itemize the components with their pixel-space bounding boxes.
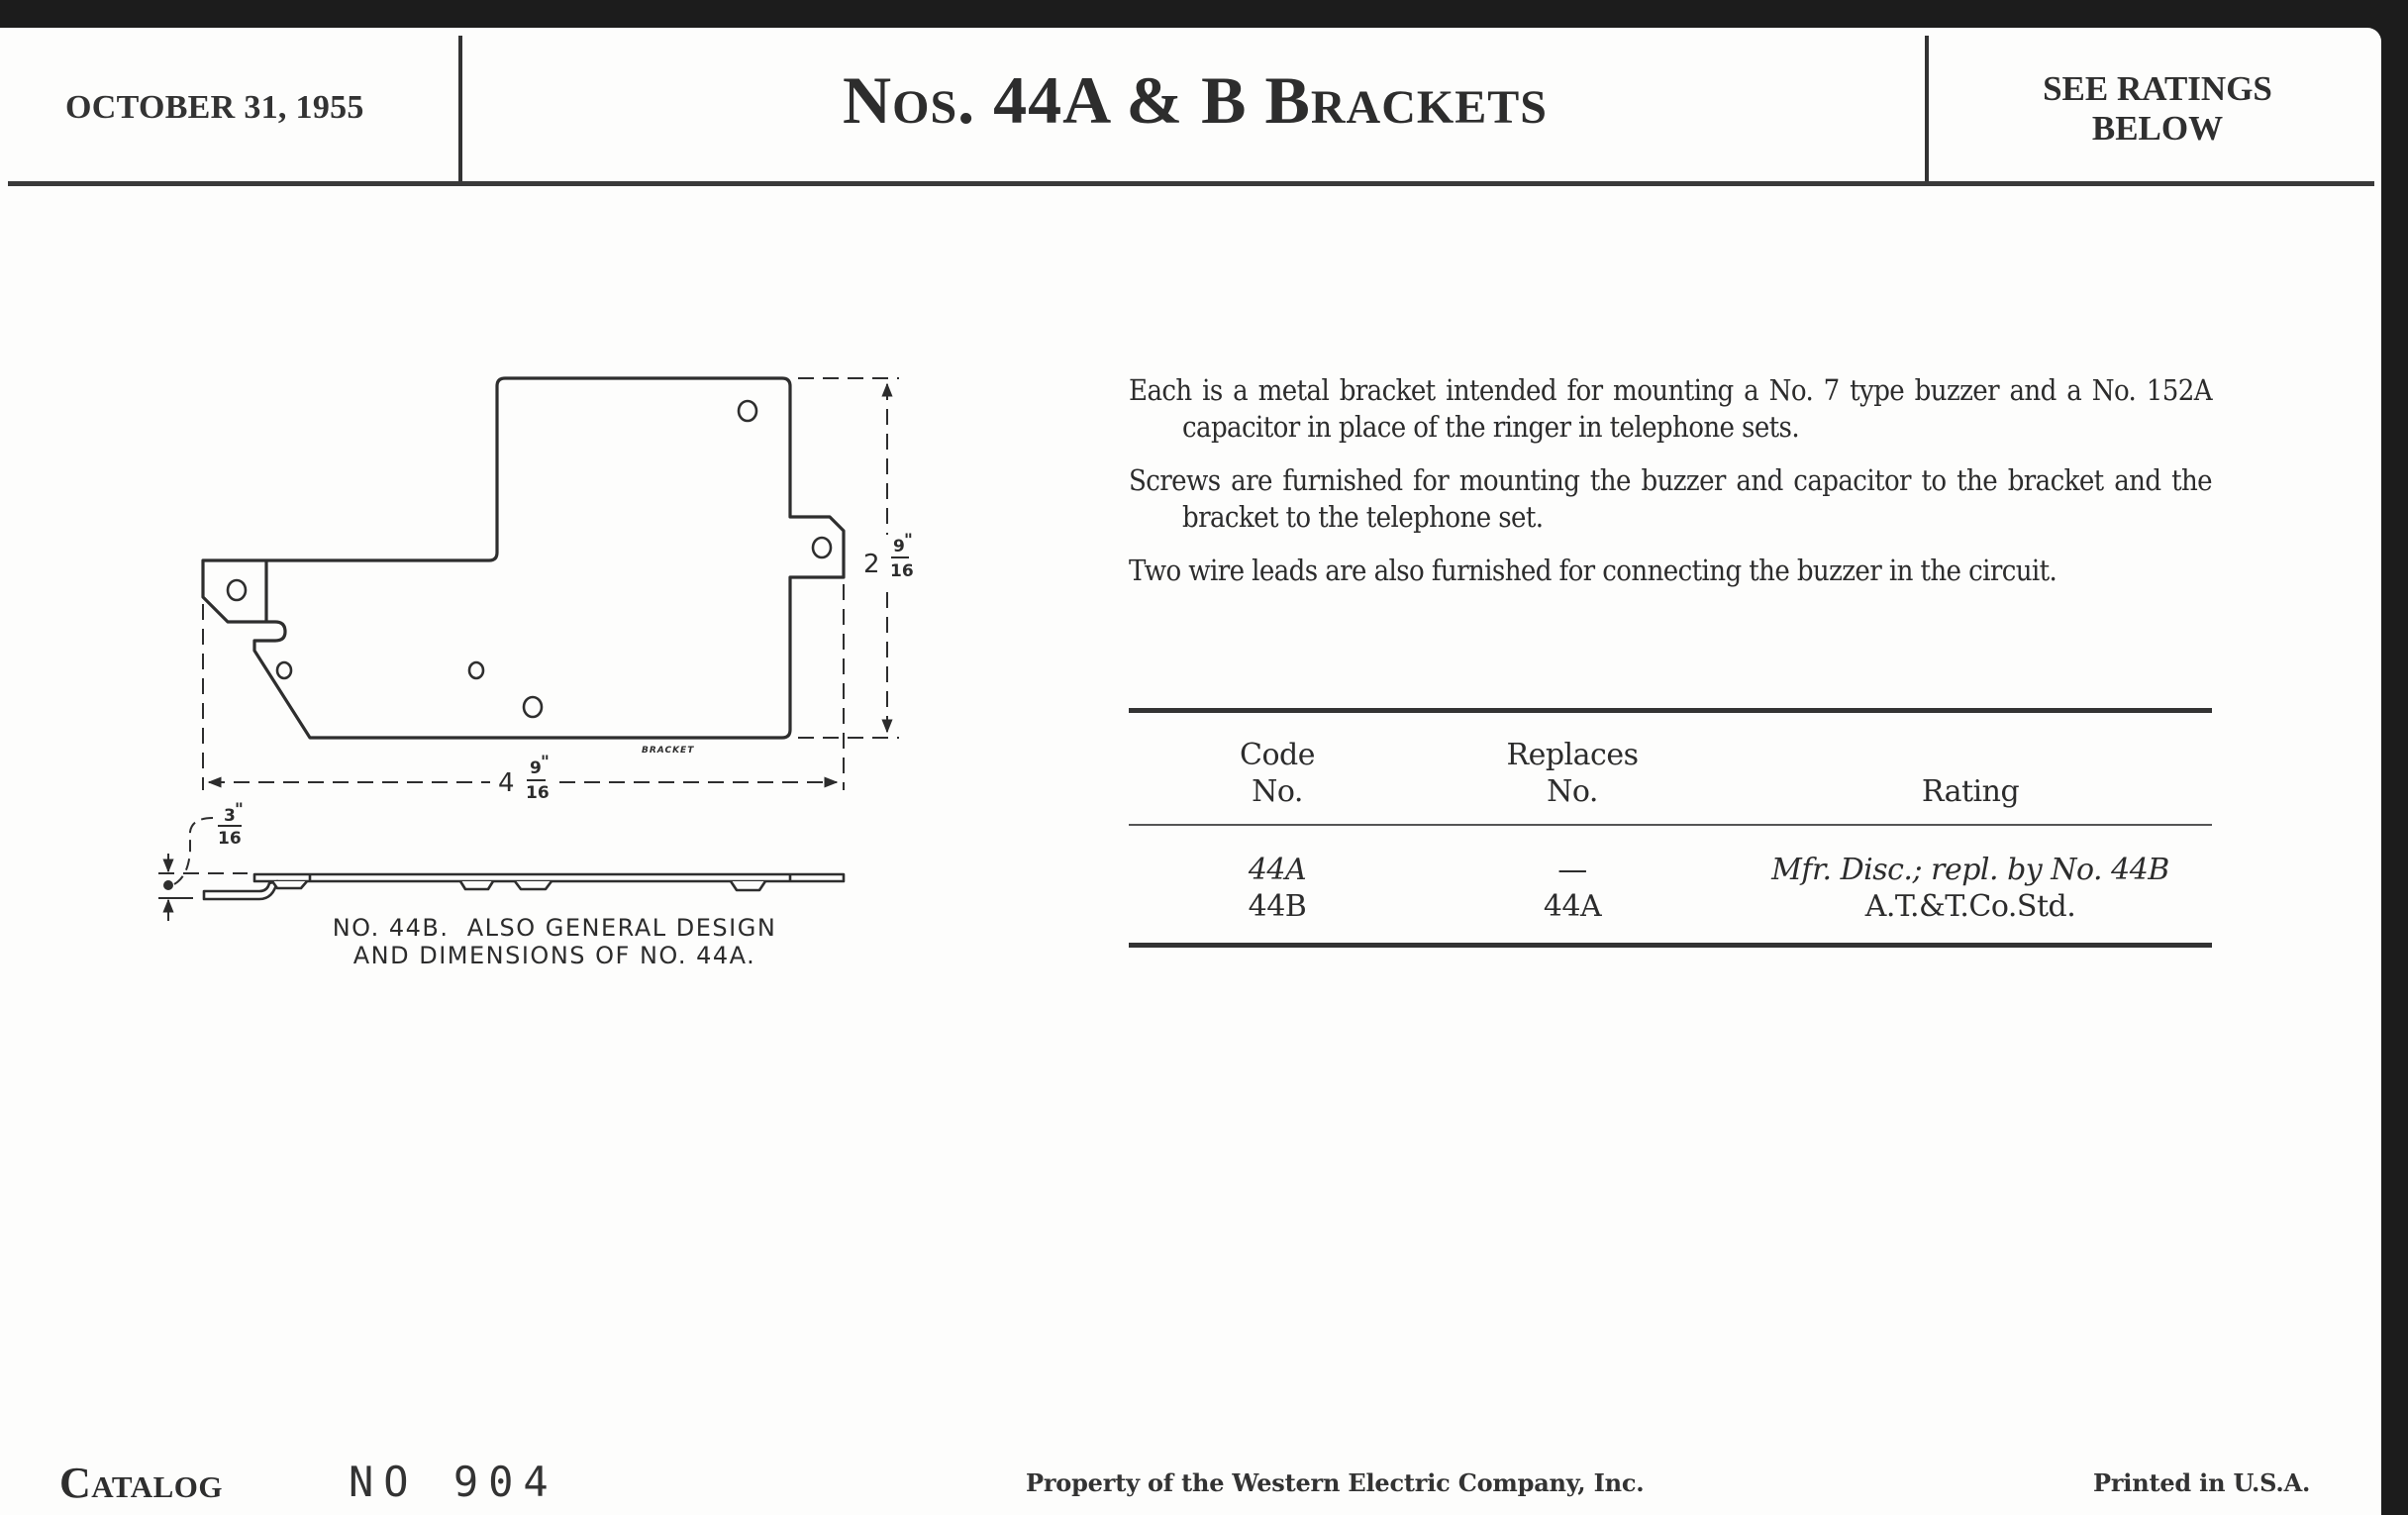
mounting-hole <box>813 538 831 557</box>
side-view <box>204 874 844 899</box>
row-code: 44B <box>1248 889 1307 924</box>
bracket-outline <box>203 378 844 738</box>
caption-line1: NO. 44B. ALSO GENERAL DESIGN <box>332 914 777 942</box>
offset-dim-unit: " <box>235 800 244 820</box>
mounting-hole <box>228 580 246 600</box>
header-code-line1: Code <box>1240 738 1315 772</box>
width-dim-unit: " <box>541 753 550 772</box>
mounting-hole <box>277 662 291 678</box>
description-paragraph: Two wire leads are also furnished for connecting the buzzer in the circuit. <box>1129 554 2057 587</box>
mounting-hole <box>469 662 483 678</box>
caption-line2: AND DIMENSIONS OF NO. 44A. <box>352 942 756 969</box>
row-rating: Mfr. Disc.; repl. by No. 44B <box>1771 853 2169 887</box>
width-dimension-label <box>498 753 550 803</box>
row-code: 44A <box>1248 853 1307 887</box>
width-dim-den: 16 <box>526 783 550 803</box>
side-view-dimple <box>731 881 765 890</box>
height-dim-den: 16 <box>890 561 914 581</box>
mounting-hole <box>739 401 756 421</box>
offset-dim-den: 16 <box>218 829 242 849</box>
issue-date: OCTOBER 31, 1955 <box>65 89 364 126</box>
height-dim-num: 9 <box>893 537 905 556</box>
mounting-hole <box>524 697 542 717</box>
catalog-label: Catalog <box>59 1459 224 1507</box>
header-replaces-line1: Replaces <box>1506 738 1639 772</box>
ratings-note-line2: BELOW <box>2091 109 2224 148</box>
printed-note: Printed in U.S.A. <box>2093 1468 2311 1497</box>
part-label: BRACKET <box>642 746 695 756</box>
row-replaces: — <box>1557 853 1587 887</box>
description-paragraph: Screws are furnished for mounting the buzzer and capacitor to the bracket and the bracket to the telephone set. <box>1129 463 2212 534</box>
ratings-note-line1: SEE RATINGS <box>2043 69 2272 108</box>
offset-dot <box>164 881 172 889</box>
side-view-dimple <box>460 881 493 889</box>
description-paragraph: Each is a metal bracket intended for mounting a No. 7 type buzzer and a No. 152A capacitor in place of the ringer in telephone sets. <box>1129 373 2212 444</box>
header-replaces-line2: No. <box>1547 774 1598 809</box>
header-rating: Rating <box>1921 774 2020 809</box>
row-rating: A.T.&T.Co.Std. <box>1864 889 2076 924</box>
header-code-line2: No. <box>1252 774 1303 809</box>
side-view-dimple <box>515 881 552 889</box>
side-view-dimple <box>272 881 307 888</box>
height-dim-whole: 2 <box>863 550 880 579</box>
height-dim-unit: " <box>904 531 913 551</box>
catalog-number: NO 904 <box>349 1458 558 1506</box>
offset-dimension-label <box>218 800 244 849</box>
height-dimension-label <box>863 531 914 581</box>
row-replaces: 44A <box>1543 889 1602 924</box>
property-note: Property of the Western Electric Company, Inc. <box>1026 1468 1645 1497</box>
side-view-plate <box>254 874 844 881</box>
width-dim-num: 9 <box>530 758 542 778</box>
offset-dim-num: 3 <box>224 806 236 826</box>
width-dim-whole: 4 <box>498 768 515 798</box>
page-title: Nos. 44A & B Brackets <box>843 62 1548 138</box>
side-view-offset-tab <box>204 881 277 899</box>
